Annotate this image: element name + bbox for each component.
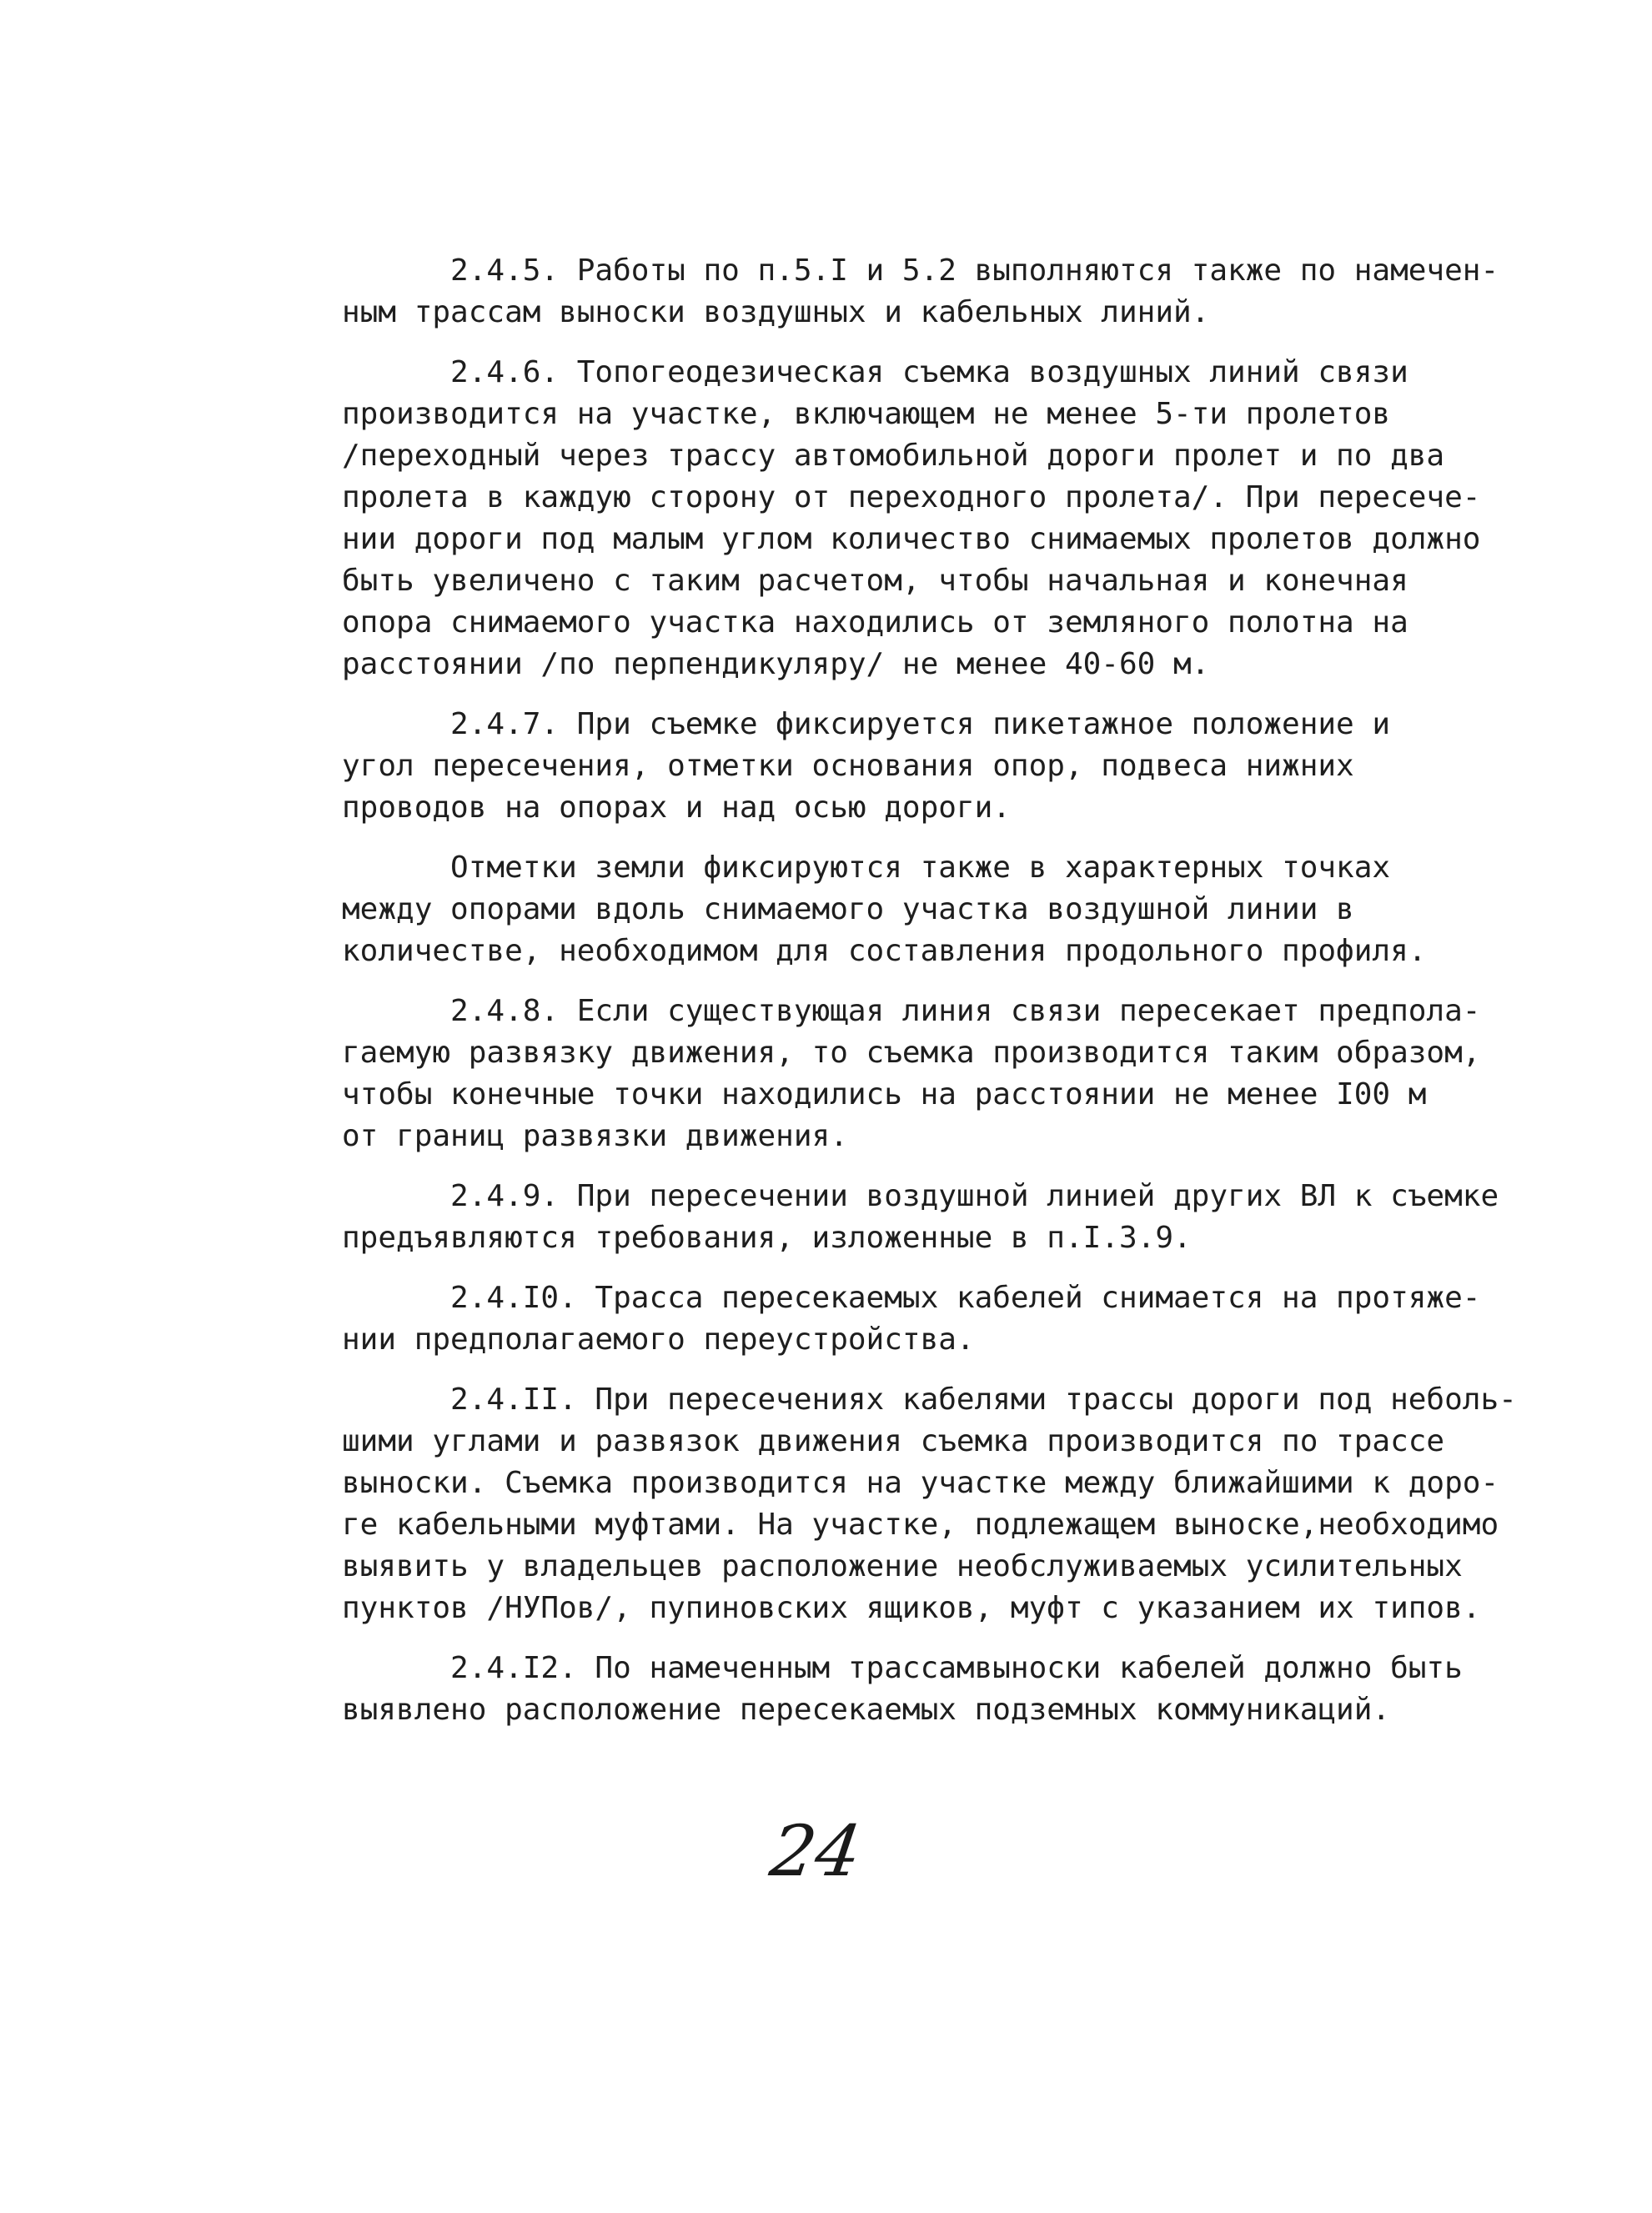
paragraph-2-4-10 xyxy=(342,1277,1493,1361)
paragraph-2-4-7-continued xyxy=(342,847,1493,972)
paragraph-2-4-7 xyxy=(342,704,1493,829)
paragraph-2-4-9 xyxy=(342,1176,1499,1259)
paragraph-2-4-5 xyxy=(342,250,1499,334)
text-line: быть увеличено с таким расчетом, чтобы начальная и конечная xyxy=(342,564,1408,598)
text-line: пролета в каждую сторону от переходного пролета/. При пересече- xyxy=(342,480,1481,514)
text-line: 2.4.8. Если существующая линия связи пересекает предпола- xyxy=(342,994,1481,1028)
text-line: 2.4.I0. Трасса пересекаемых кабелей снимается на протяже- xyxy=(342,1281,1481,1315)
text-line: выявить у владельцев расположение необслуживаемых усилительных xyxy=(342,1549,1463,1583)
text-line: нии дороги под малым углом количество снимаемых пролетов должно xyxy=(342,522,1481,556)
handwritten-page-number: 24 xyxy=(766,1810,866,1892)
text-line: количестве, необходимом для составления продольного профиля. xyxy=(342,934,1427,968)
text-line: 2.4.9. При пересечении воздушной линией других ВЛ к съемке xyxy=(342,1179,1499,1213)
text-line: 2.4.I2. По намеченным трассамвыноски кабелей должно быть xyxy=(342,1651,1463,1685)
paragraph-2-4-12 xyxy=(342,1648,1493,1731)
text-line: выявлено расположение пересекаемых подземных коммуникаций. xyxy=(342,1693,1391,1727)
text-line: проводов на опорах и над осью дороги. xyxy=(342,790,1011,825)
text-line: угол пересечения, отметки основания опор, подвеса нижних xyxy=(342,749,1354,783)
text-line: выноски. Съемка производится на участке между ближайшими к доро- xyxy=(342,1466,1499,1500)
text-line: от границ развязки движения. xyxy=(342,1119,848,1153)
text-line: 2.4.7. При съемке фиксируется пикетажное положение и xyxy=(342,707,1391,741)
text-line: пунктов /НУПов/, пупиновских ящиков, муфт с указанием их типов. xyxy=(342,1591,1481,1625)
text-line: шими углами и развязок движения съемка производится по трассе xyxy=(342,1424,1445,1458)
text-line: /переходный через трассу автомобильной дороги пролет и по два xyxy=(342,439,1445,473)
text-line: гаемую развязку движения, то съемка производится таким образом, xyxy=(342,1036,1481,1070)
text-line: расстоянии /по перпендикуляру/ не менее 40-60 м. xyxy=(342,647,1210,681)
paragraph-2-4-6 xyxy=(342,352,1493,685)
paragraph-2-4-11 xyxy=(342,1379,1517,1629)
text-line: предъявляются требования, изложенные в п.I.3.9. xyxy=(342,1221,1192,1255)
paragraph-2-4-8 xyxy=(342,991,1493,1157)
text-line: Отметки земли фиксируются также в характерных точках xyxy=(342,851,1391,885)
text-line: 2.4.6. Топогеодезическая съемка воздушных линий связи xyxy=(342,355,1408,389)
text-line: 2.4.5. Работы по п.5.I и 5.2 выполняются также по намечен- xyxy=(342,253,1499,288)
text-line: чтобы конечные точки находились на расстоянии не менее I00 м xyxy=(342,1077,1427,1112)
text-line: производится на участке, включающем не менее 5-ти пролетов xyxy=(342,397,1391,431)
text-line: между опорами вдоль снимаемого участка воздушной линии в xyxy=(342,892,1354,926)
text-line: нии предполагаемого переустройства. xyxy=(342,1322,975,1357)
document-body xyxy=(342,250,1517,1749)
text-line: опора снимаемого участка находились от земляного полотна на xyxy=(342,605,1408,640)
text-line: ге кабельными муфтами. На участке, подлежащем выноске,необходимо xyxy=(342,1508,1499,1542)
text-line: ным трассам выноски воздушных и кабельных линий. xyxy=(342,295,1210,329)
text-line: 2.4.II. При пересечениях кабелями трассы дороги под неболь- xyxy=(342,1382,1517,1417)
